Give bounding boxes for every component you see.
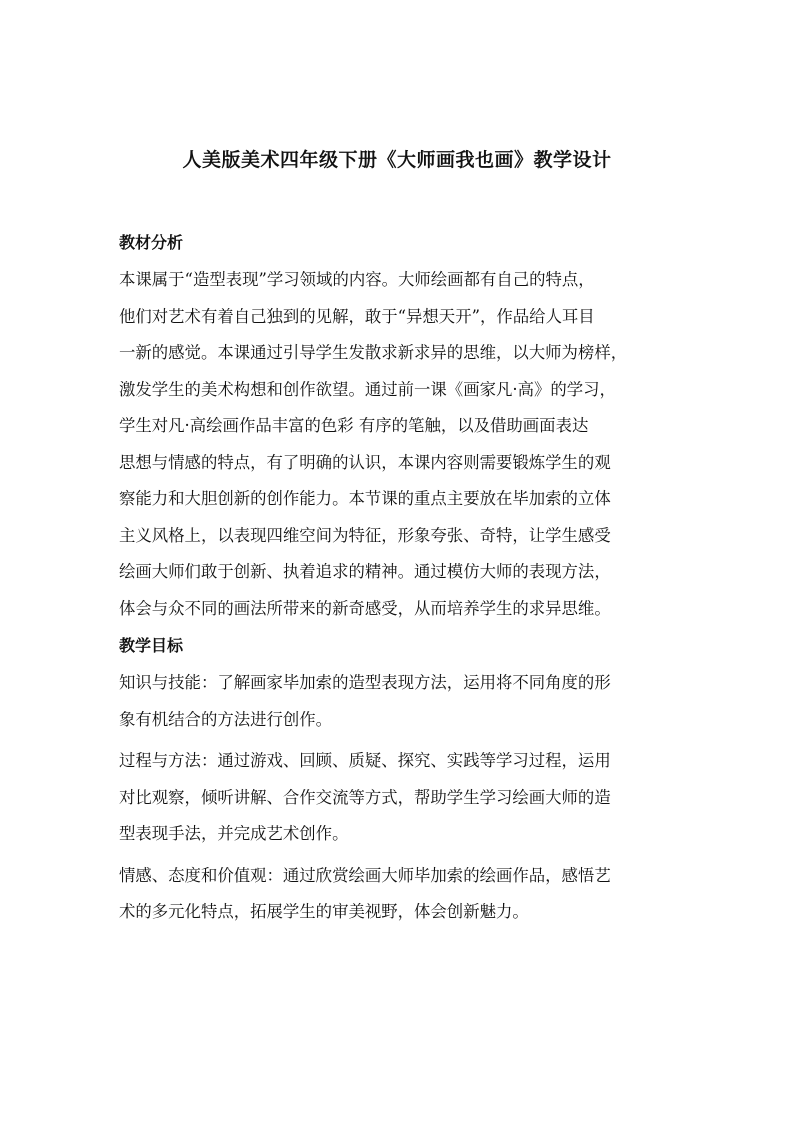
text-line: 激发学生的美术构想和创作欲望。通过前一课《画家凡·高》的学习， — [119, 379, 616, 399]
paragraph-process-methods — [119, 743, 681, 853]
text-line: 象有机结合的方法进行创作。 — [119, 709, 333, 729]
text-line: 一新的感觉。本课通过引导学生发散求新求异的思维，以大师为榜样， — [119, 343, 628, 362]
section-heading: 教材分析 — [119, 233, 184, 252]
document-body — [119, 224, 681, 931]
section-teaching-objectives — [119, 627, 681, 931]
text-line: 知识与技能：了解画家毕加索的造型表现方法，运用将不同角度的形 — [119, 673, 611, 692]
paragraph — [119, 262, 681, 627]
text-line: 体会与众不同的画法所带来的新奇感受，从而培养学生的求异思维。 — [119, 598, 611, 618]
text-line: 术的多元化特点，拓展学生的审美视野，体会创新魅力。 — [119, 902, 529, 921]
text-line: 对比观察，倾听讲解、合作交流等方式，帮助学生学习绘画大师的造 — [119, 787, 611, 807]
text-line: 情感、态度和价值观：通过欣赏绘画大师毕加索的绘画作品，感悟艺 — [119, 865, 611, 885]
text-line: 本课属于“造型表现”学习领域的内容。大师绘画都有自己的特点， — [119, 270, 595, 289]
text-line: 型表现手法，并完成艺术创作。 — [119, 824, 349, 843]
document-title: 人美版美术四年级下册《大师画我也画》教学设计 — [182, 149, 612, 171]
section-heading: 教学目标 — [119, 636, 184, 655]
paragraph-emotion-values — [119, 858, 681, 931]
text-line: 思想与情感的特点，有了明确的认识，本课内容则需要锻炼学生的观 — [119, 452, 611, 472]
text-line: 主义风格上，以表现四维空间为特征，形象夸张、奇特，让学生感受 — [119, 525, 611, 545]
paragraph-knowledge-skills — [119, 665, 681, 738]
text-line: 过程与方法：通过游戏、回顾、质疑、探究、实践等学习过程，运用 — [119, 751, 611, 770]
text-line: 他们对艺术有着自己独到的见解，敢于“异想天开”，作品给人耳目 — [119, 306, 595, 326]
text-line: 学生对凡·高绘画作品丰富的色彩 有序的笔触，以及借助画面表达 — [119, 416, 589, 435]
text-line: 察能力和大胆创新的创作能力。本节课的重点主要放在毕加索的立体 — [119, 489, 611, 508]
section-textbook-analysis — [119, 224, 681, 627]
text-line: 绘画大师们敢于创新、执着追求的精神。通过模仿大师的表现方法， — [119, 562, 611, 581]
